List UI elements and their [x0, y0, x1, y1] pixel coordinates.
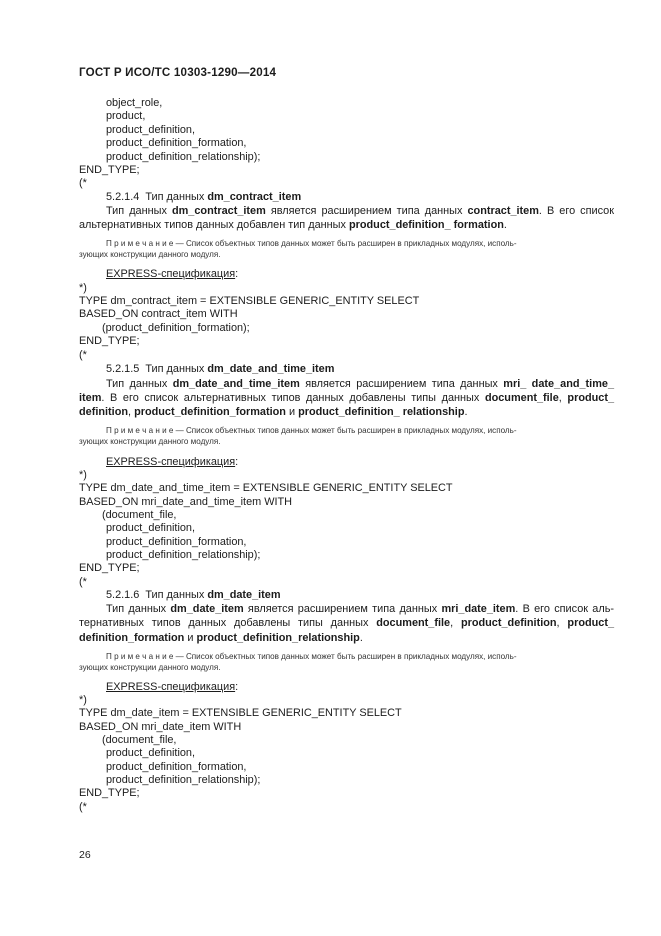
page-number: 26 — [79, 849, 91, 861]
code-line: TYPE dm_date_and_time_item = EXTENSIBLE GENERIC_ENTITY SELECT — [79, 482, 453, 494]
code-line: END_TYPE; — [79, 787, 140, 799]
paragraph-line: definition_formation и product_definition_relationship. — [79, 632, 363, 644]
code-line: (* — [79, 349, 87, 361]
section-heading: 5.2.1.6 Тип данных dm_date_item — [106, 589, 281, 601]
code-line: product_definition_relationship); — [106, 549, 261, 561]
express-spec-label: EXPRESS-спецификация: — [106, 456, 239, 468]
code-line: product_definition_formation, — [106, 137, 247, 149]
code-line: END_TYPE; — [79, 335, 140, 347]
code-line: (product_definition_formation); — [102, 322, 250, 334]
code-line: (* — [79, 576, 87, 588]
code-line: product_definition, — [106, 747, 196, 759]
code-line: (document_file, — [102, 734, 177, 746]
note: П р и м е ч а н и е — Список объектных типов данных может быть расширен в прикладных модулях, исполь- зующих конструкции данного модуля. — [79, 426, 517, 446]
code-line: product_definition, — [106, 522, 196, 534]
document-header: ГОСТ Р ИСО/ТС 10303-1290—2014 — [79, 66, 277, 79]
code-line: BASED_ON contract_item WITH — [79, 308, 238, 320]
code-line: END_TYPE; — [79, 562, 140, 574]
code-line: *) — [79, 694, 87, 706]
code-line: (* — [79, 801, 87, 813]
code-line: (document_file, — [102, 509, 177, 521]
code-line: product_definition_formation, — [106, 761, 247, 773]
code-line: *) — [79, 469, 87, 481]
code-line: END_TYPE; — [79, 164, 140, 176]
code-line: (* — [79, 177, 87, 189]
section-heading: 5.2.1.4 Тип данных dm_contract_item — [106, 191, 302, 203]
code-line: product_definition, — [106, 124, 196, 136]
code-line: product_definition_relationship); — [106, 151, 261, 163]
code-line: TYPE dm_date_item = EXTENSIBLE GENERIC_ENTITY SELECT — [79, 707, 402, 719]
express-spec-label: EXPRESS-спецификация: — [106, 681, 239, 693]
code-line: object_role, — [106, 97, 163, 109]
paragraph-line: item. В его список альтернативных типов данных добавлены типы данных document_file, product_ — [79, 392, 615, 404]
code-line: product_definition_formation, — [106, 536, 247, 548]
code-line: BASED_ON mri_date_item WITH — [79, 721, 242, 733]
note: П р и м е ч а н и е — Список объектных типов данных может быть расширен в прикладных модулях, исполь- зующих конструкции данного модуля. — [79, 239, 517, 259]
paragraph-line: альтернативных типов данных добавлен тип данных product_definition_ formation. — [79, 219, 507, 231]
code-line: TYPE dm_contract_item = EXTENSIBLE GENERIC_ENTITY SELECT — [79, 295, 420, 307]
code-line: BASED_ON mri_date_and_time_item WITH — [79, 496, 293, 508]
code-line: product_definition_relationship); — [106, 774, 261, 786]
paragraph-line: Тип данных dm_date_item является расширением типа данных mri_date_item. В его список аль- — [106, 603, 614, 615]
code-line: product, — [106, 110, 146, 122]
paragraph-line: Тип данных dm_contract_item является расширением типа данных contract_item. В его список — [106, 205, 614, 217]
express-spec-label: EXPRESS-спецификация: — [106, 268, 239, 280]
note: П р и м е ч а н и е — Список объектных типов данных может быть расширен в прикладных модулях, исполь- зующих конструкции данного модуля. — [79, 652, 517, 672]
section-heading: 5.2.1.5 Тип данных dm_date_and_time_item — [106, 363, 335, 375]
paragraph-line: тернативных типов данных добавлены типы данных document_file, product_definition, product_ — [79, 617, 615, 629]
code-line: *) — [79, 282, 87, 294]
paragraph-line: Тип данных dm_date_and_time_item является расширением типа данных mri_ date_and_time_ — [106, 378, 615, 390]
paragraph-line: definition, product_definition_formation и product_definition_ relationship. — [79, 406, 468, 418]
